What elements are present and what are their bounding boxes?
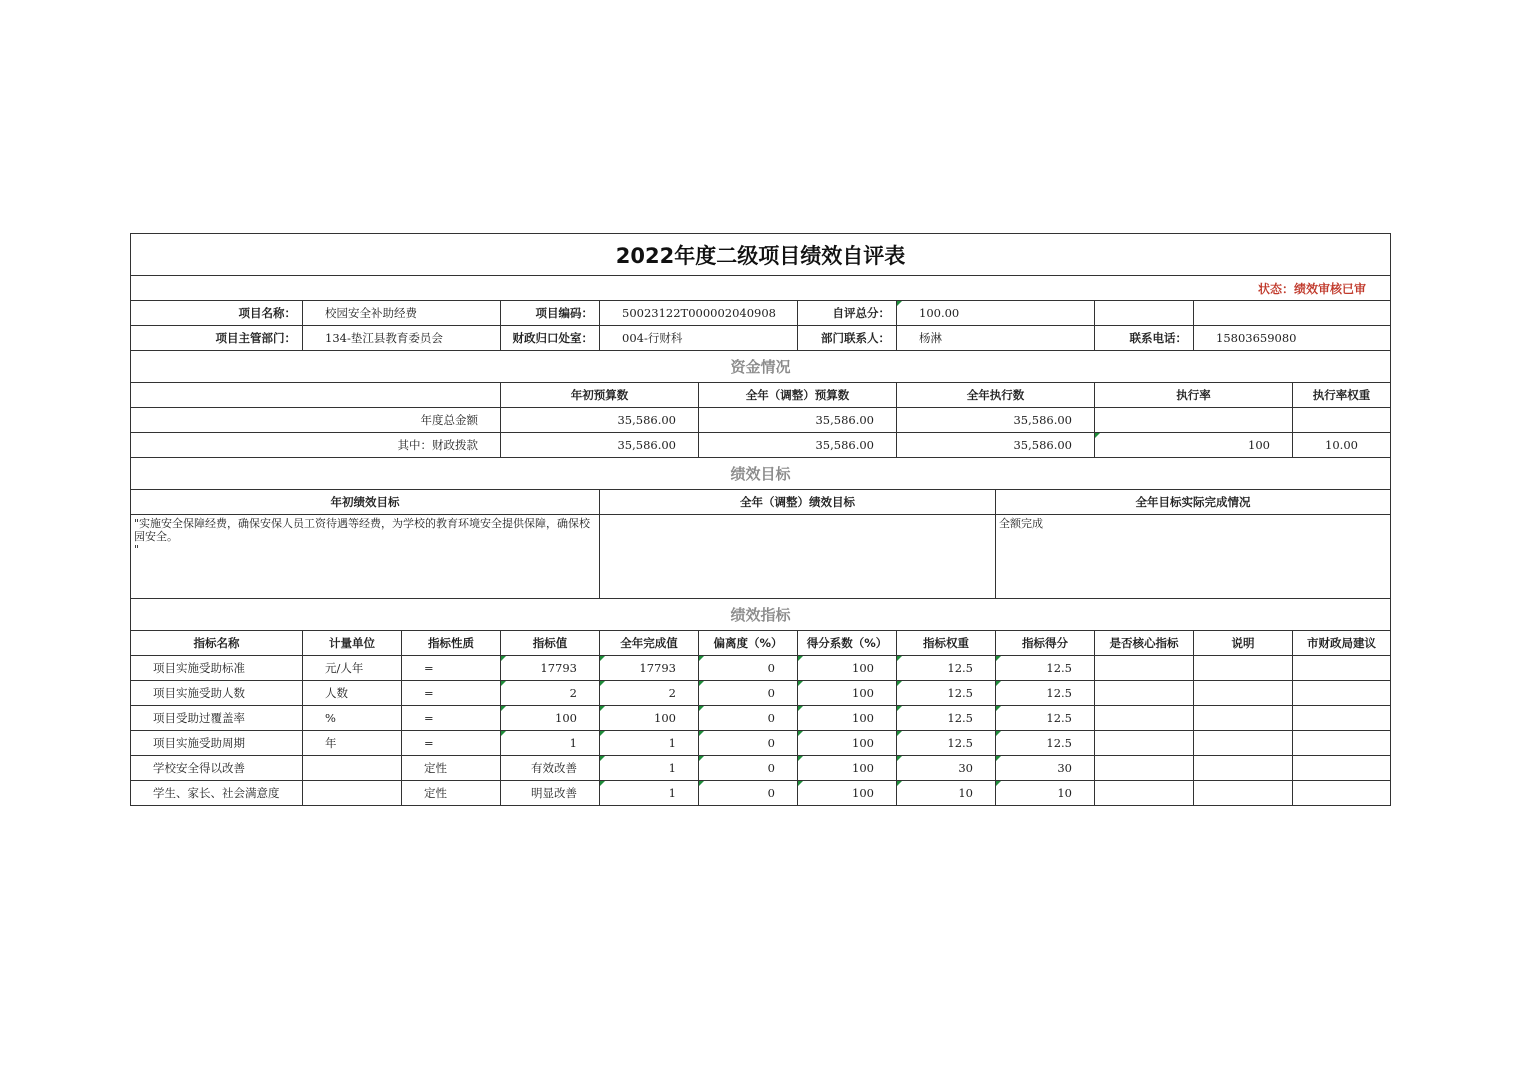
indicator-note	[1194, 731, 1293, 756]
funds-header: 执行率	[1095, 383, 1293, 408]
indicator-coefficient: 100	[798, 781, 897, 806]
indicator-header: 指标值	[501, 631, 600, 656]
indicator-target: 1	[501, 731, 600, 756]
indicator-completed: 1	[600, 731, 699, 756]
indicator-coefficient: 100	[798, 656, 897, 681]
indicator-completed: 1	[600, 781, 699, 806]
indicator-nature: 定性	[402, 781, 501, 806]
project-name-value: 校园安全补助经费	[303, 301, 501, 326]
funds-rate	[1095, 408, 1293, 433]
indicator-target: 100	[501, 706, 600, 731]
indicator-name: 项目受助过覆盖率	[131, 706, 303, 731]
indicator-unit: %	[303, 706, 402, 731]
finance-office-value: 004-行财科	[600, 326, 798, 351]
indicator-header: 偏离度（%）	[699, 631, 798, 656]
page-title: 2022年度二级项目绩效自评表	[131, 234, 1391, 276]
table-row	[131, 731, 1391, 756]
indicator-score: 12.5	[996, 656, 1095, 681]
indicator-deviation: 0	[699, 681, 798, 706]
indicator-weight: 12.5	[897, 706, 996, 731]
indicator-header: 说明	[1194, 631, 1293, 656]
indicator-score: 12.5	[996, 731, 1095, 756]
indicator-score: 30	[996, 756, 1095, 781]
indicator-nature: =	[402, 681, 501, 706]
funds-executed: 35,586.00	[897, 433, 1095, 458]
indicator-unit: 元/人年	[303, 656, 402, 681]
indicator-header: 计量单位	[303, 631, 402, 656]
indicator-deviation: 0	[699, 706, 798, 731]
indicator-core	[1095, 681, 1194, 706]
project-code-label: 项目编码：	[501, 301, 600, 326]
indicator-score: 12.5	[996, 681, 1095, 706]
indicator-nature: =	[402, 731, 501, 756]
indicator-score: 12.5	[996, 706, 1095, 731]
goals-header: 全年（调整）绩效目标	[600, 490, 996, 515]
indicators-header-row	[131, 631, 1391, 656]
indicator-core	[1095, 731, 1194, 756]
project-code-value: 50023122T000002040908	[600, 301, 798, 326]
funds-row-label: 年度总金额	[131, 408, 501, 433]
funds-header: 年初预算数	[501, 383, 699, 408]
indicator-header: 指标名称	[131, 631, 303, 656]
indicator-target: 有效改善	[501, 756, 600, 781]
indicator-core	[1095, 656, 1194, 681]
indicator-weight: 10	[897, 781, 996, 806]
indicator-weight: 30	[897, 756, 996, 781]
indicator-note	[1194, 781, 1293, 806]
funds-section-title: 资金情况	[131, 351, 1391, 383]
indicator-coefficient: 100	[798, 681, 897, 706]
initial-goal-text	[131, 515, 600, 599]
indicator-completed: 17793	[600, 656, 699, 681]
indicator-name: 学生、家长、社会满意度	[131, 781, 303, 806]
finance-office-label: 财政归口处室：	[501, 326, 600, 351]
table-row	[131, 781, 1391, 806]
funds-weight	[1293, 408, 1391, 433]
indicator-weight: 12.5	[897, 681, 996, 706]
goals-header: 全年目标实际完成情况	[996, 490, 1391, 515]
funds-row	[131, 433, 1391, 458]
phone-label: 联系电话：	[1095, 326, 1194, 351]
indicator-coefficient: 100	[798, 756, 897, 781]
indicator-target: 17793	[501, 656, 600, 681]
funds-weight: 10.00	[1293, 433, 1391, 458]
indicator-note	[1194, 706, 1293, 731]
indicator-header: 得分系数（%）	[798, 631, 897, 656]
indicator-header: 全年完成值	[600, 631, 699, 656]
table-row	[131, 681, 1391, 706]
indicators-section-title: 绩效指标	[131, 599, 1391, 631]
indicator-deviation: 0	[699, 756, 798, 781]
funds-header: 全年执行数	[897, 383, 1095, 408]
dept-label: 项目主管部门：	[131, 326, 303, 351]
indicator-core	[1095, 706, 1194, 731]
indicator-suggestion	[1293, 656, 1391, 681]
table-row	[131, 706, 1391, 731]
adjusted-goal-text	[600, 515, 996, 599]
indicator-suggestion	[1293, 681, 1391, 706]
actual-completion-text: 全额完成	[996, 515, 1391, 599]
indicator-header: 指标性质	[402, 631, 501, 656]
funds-adjusted-budget: 35,586.00	[699, 408, 897, 433]
indicator-deviation: 0	[699, 656, 798, 681]
funds-initial-budget: 35,586.00	[501, 408, 699, 433]
table-row	[131, 656, 1391, 681]
indicator-header: 指标权重	[897, 631, 996, 656]
self-score-label: 自评总分：	[798, 301, 897, 326]
indicator-suggestion	[1293, 706, 1391, 731]
indicator-header: 市财政局建议	[1293, 631, 1391, 656]
funds-header: 全年（调整）预算数	[699, 383, 897, 408]
indicator-core	[1095, 756, 1194, 781]
project-name-label: 项目名称：	[131, 301, 303, 326]
indicator-score: 10	[996, 781, 1095, 806]
indicator-note	[1194, 681, 1293, 706]
indicator-suggestion	[1293, 781, 1391, 806]
indicator-completed: 100	[600, 706, 699, 731]
indicator-target: 明显改善	[501, 781, 600, 806]
status-badge: 状态：绩效审核已审	[131, 276, 1391, 301]
indicator-name: 项目实施受助人数	[131, 681, 303, 706]
indicator-nature: 定性	[402, 756, 501, 781]
empty-cell	[1095, 301, 1194, 326]
indicator-weight: 12.5	[897, 731, 996, 756]
indicator-coefficient: 100	[798, 706, 897, 731]
indicator-name: 项目实施受助标准	[131, 656, 303, 681]
indicator-unit: 人数	[303, 681, 402, 706]
indicator-suggestion	[1293, 756, 1391, 781]
funds-executed: 35,586.00	[897, 408, 1095, 433]
indicator-deviation: 0	[699, 731, 798, 756]
indicator-note	[1194, 756, 1293, 781]
funds-rate: 100	[1095, 433, 1293, 458]
funds-adjusted-budget: 35,586.00	[699, 433, 897, 458]
indicator-unit	[303, 781, 402, 806]
indicator-name: 学校安全得以改善	[131, 756, 303, 781]
goals-section-title: 绩效目标	[131, 458, 1391, 490]
contact-value: 杨淋	[897, 326, 1095, 351]
indicator-target: 2	[501, 681, 600, 706]
empty-cell	[1194, 301, 1391, 326]
indicator-core	[1095, 781, 1194, 806]
indicator-completed: 2	[600, 681, 699, 706]
indicator-note	[1194, 656, 1293, 681]
indicators-body	[131, 656, 1391, 806]
indicator-coefficient: 100	[798, 731, 897, 756]
indicator-nature: =	[402, 656, 501, 681]
indicator-header: 指标得分	[996, 631, 1095, 656]
initial-goal-content: "实施安全保障经费，确保安保人员工资待遇等经费，为学校的教育环境安全提供保障，确保校园安全。 "	[134, 517, 591, 556]
funds-header-blank	[131, 383, 501, 408]
funds-row	[131, 408, 1391, 433]
indicator-deviation: 0	[699, 781, 798, 806]
self-evaluation-table	[130, 233, 1391, 806]
phone-value: 15803659080	[1194, 326, 1391, 351]
contact-label: 部门联系人：	[798, 326, 897, 351]
indicator-header: 是否核心指标	[1095, 631, 1194, 656]
indicator-unit	[303, 756, 402, 781]
indicator-suggestion	[1293, 731, 1391, 756]
funds-initial-budget: 35,586.00	[501, 433, 699, 458]
indicator-weight: 12.5	[897, 656, 996, 681]
goals-header: 年初绩效目标	[131, 490, 600, 515]
self-score-value: 100.00	[897, 301, 1095, 326]
funds-header: 执行率权重	[1293, 383, 1391, 408]
indicator-nature: =	[402, 706, 501, 731]
indicator-completed: 1	[600, 756, 699, 781]
table-row	[131, 756, 1391, 781]
indicator-unit: 年	[303, 731, 402, 756]
funds-row-label: 其中：财政拨款	[131, 433, 501, 458]
indicator-name: 项目实施受助周期	[131, 731, 303, 756]
dept-value: 134-垫江县教育委员会	[303, 326, 501, 351]
